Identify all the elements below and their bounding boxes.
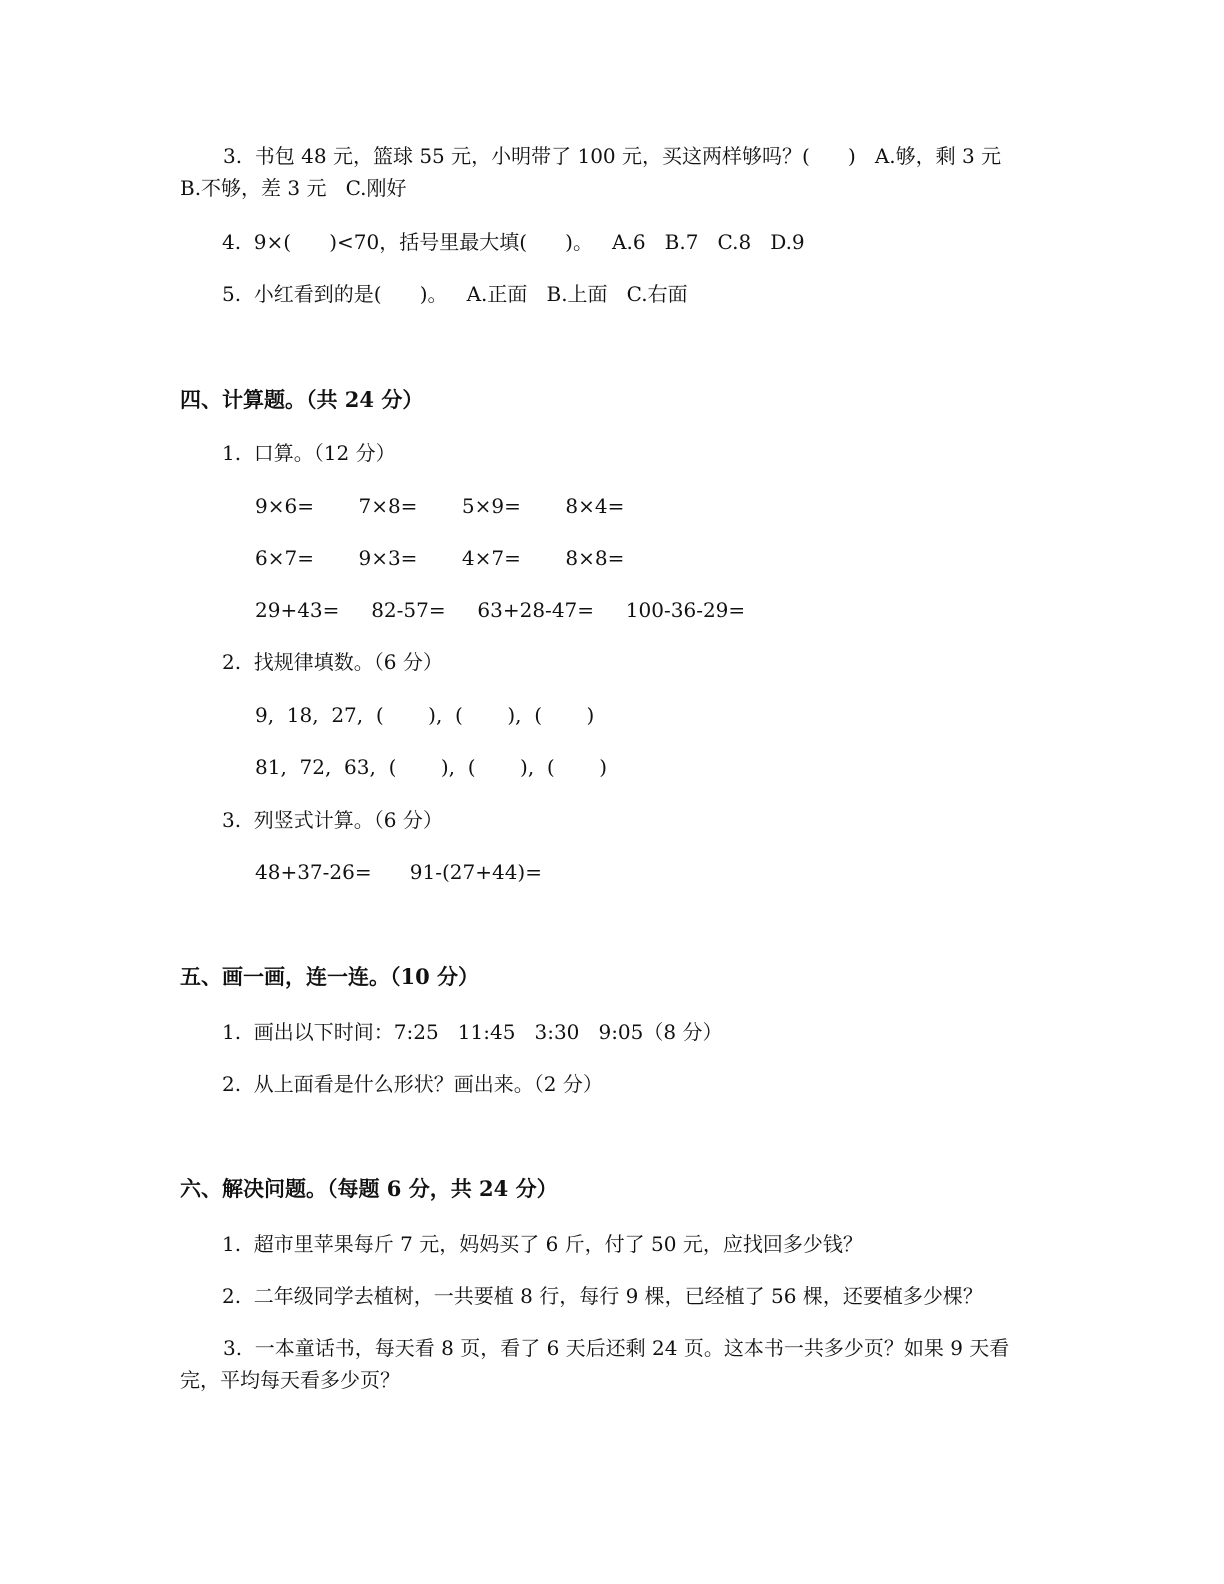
word-problem-1: 1. 超市里苹果每斤 7 元，妈妈买了 6 斤，付了 50 元，应找回多少钱？ bbox=[222, 1232, 863, 1256]
oral-calc-title: 1. 口算。（12 分） bbox=[222, 441, 396, 465]
choice-question-3: 3. 书包 48 元，篮球 55 元，小明带了 100 元，买这两样够吗？( ) A.够，剩 3 元 B.不够，差 3 元 C.刚好 bbox=[180, 144, 1021, 200]
vertical-calc-title: 3. 列竖式计算。（6 分） bbox=[222, 808, 443, 832]
pattern-row-2: 81, 72, 63, ( ), ( ), ( ) bbox=[255, 755, 608, 779]
vertical-calc-row: 48+37-26= 91-(27+44)= bbox=[255, 860, 542, 884]
word-problem-3: 3. 一本童话书，每天看 8 页，看了 6 天后还剩 24 页。这本书一共多少页？如果 9 天看完，平均每天看多少页？ bbox=[180, 1336, 1010, 1392]
oral-calc-row-2: 6×7= 9×3= 4×7= 8×8= bbox=[255, 546, 625, 570]
draw-question-1: 1. 画出以下时间：7:25 11:45 3:30 9:05（8 分） bbox=[222, 1020, 723, 1044]
pattern-row-1: 9, 18, 27, ( ), ( ), ( ) bbox=[255, 703, 595, 727]
pattern-title: 2. 找规律填数。（6 分） bbox=[222, 650, 443, 674]
word-problem-2: 2. 二年级同学去植树，一共要植 8 行，每行 9 棵，已经植了 56 棵，还要植多少棵？ bbox=[222, 1284, 983, 1308]
draw-question-2: 2. 从上面看是什么形状？画出来。（2 分） bbox=[222, 1072, 603, 1096]
choice-question-5: 5. 小红看到的是( )。 A.正面 B.上面 C.右面 bbox=[222, 282, 688, 306]
choice-question-4: 4. 9×( )<70，括号里最大填( )。 A.6 B.7 C.8 D.9 bbox=[222, 230, 805, 254]
oral-calc-row-1: 9×6= 7×8= 5×9= 8×4= bbox=[255, 494, 625, 518]
oral-calc-row-3: 29+43= 82-57= 63+28-47= 100-36-29= bbox=[255, 598, 746, 622]
section-6-title: 六、解决问题。（每题 6 分，共 24 分） bbox=[180, 1176, 558, 1201]
section-4-title: 四、计算题。（共 24 分） bbox=[180, 387, 424, 412]
section-5-title: 五、画一画，连一连。（10 分） bbox=[180, 964, 480, 989]
